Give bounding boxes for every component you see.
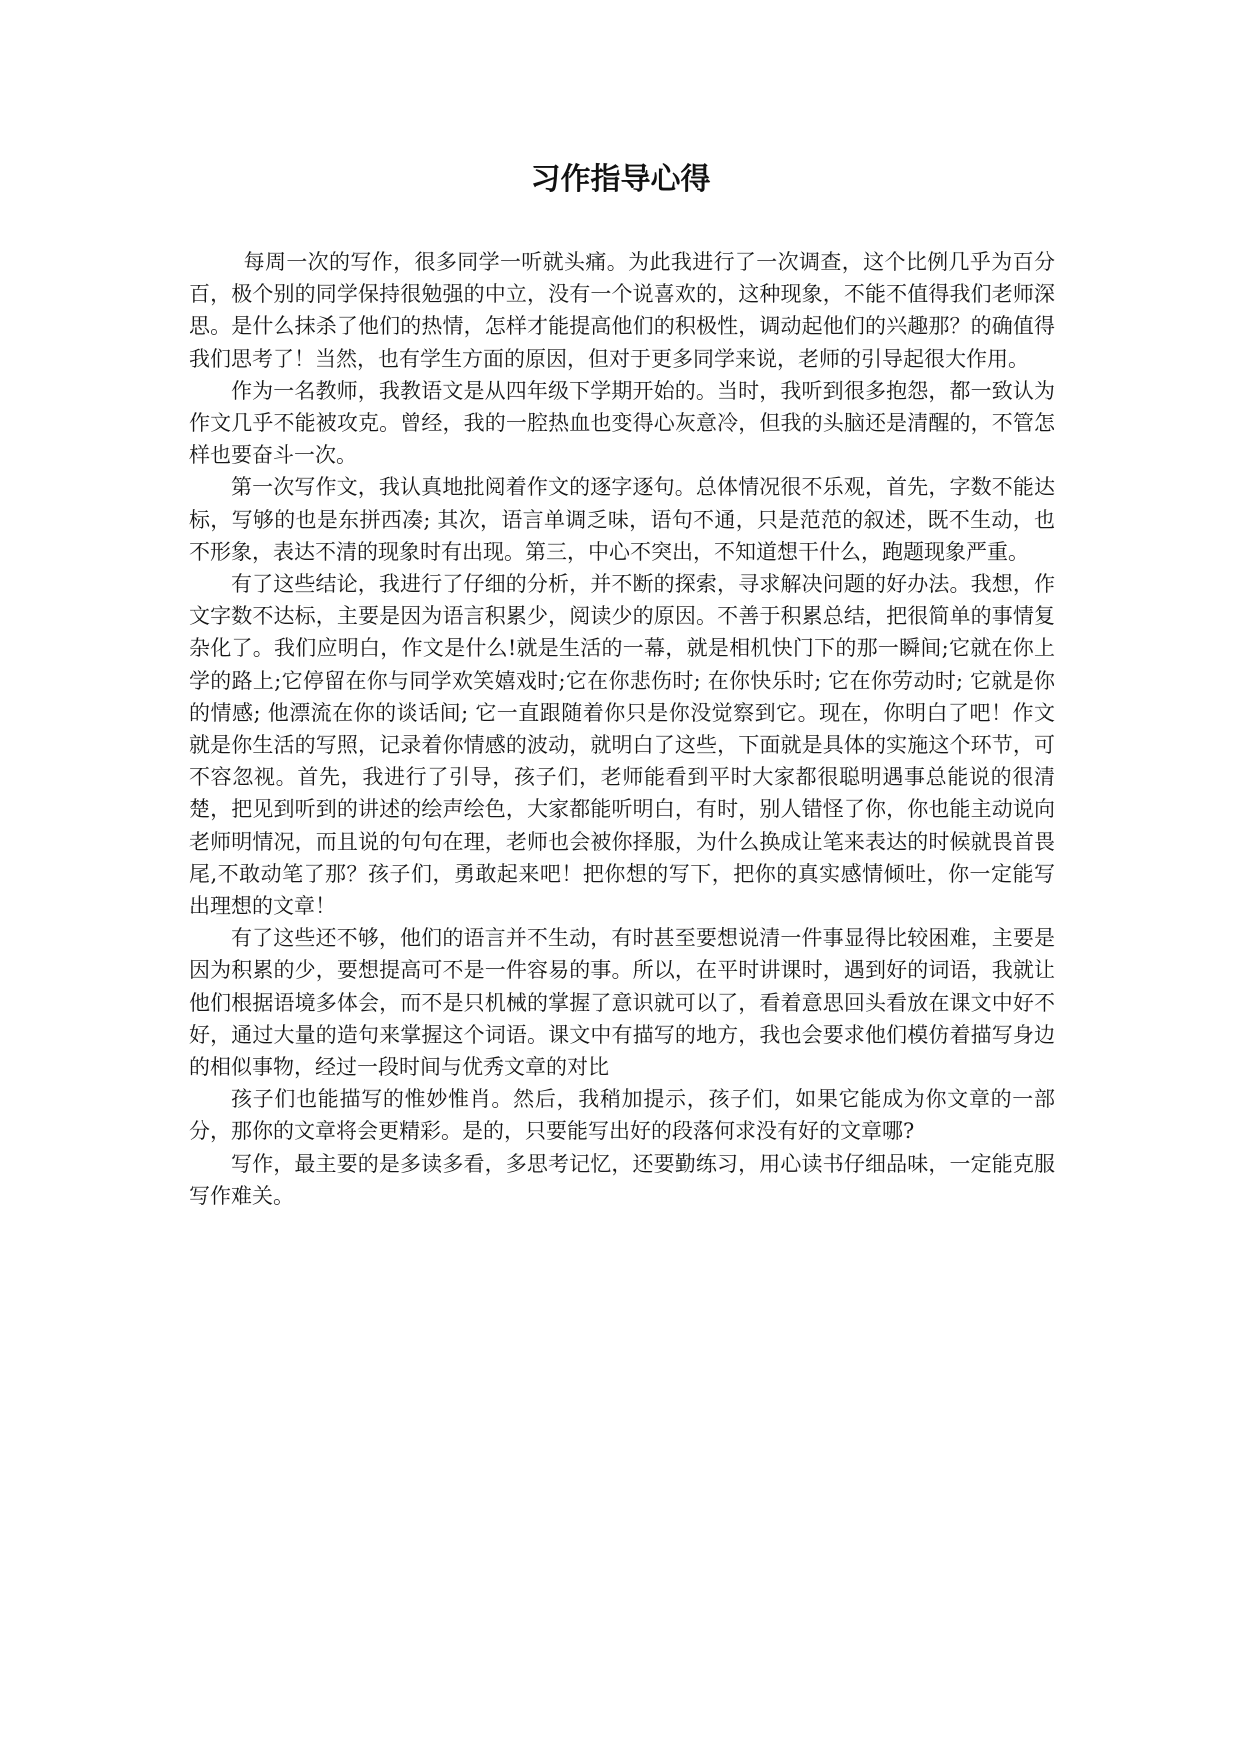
paragraph-1: 每周一次的写作，很多同学一听就头痛。为此我进行了一次调查，这个比例几乎为百分百，极个别的同学保持很勉强的中立，没有一个说喜欢的，这种现象，不能不值得我们老师深思。是什么抹杀了他们的热情，怎样才能提高他们的积极性，调动起他们的兴趣那？的确值得我们思考了！当然，也有学生方面的原因，但对于更多同学来说，老师的引导起很大作用。 (189, 250, 1055, 371)
document-title: 习作指导心得 (530, 162, 711, 197)
document-body (189, 246, 1055, 1212)
paragraph-7: 写作，最主要的是多读多看，多思考记忆，还要勤练习，用心读书仔细品味，一定能克服写作难关。 (189, 1151, 1055, 1208)
paragraph-5: 有了这些还不够，他们的语言并不生动，有时甚至要想说清一件事显得比较困难，主要是因为积累的少，要想提高可不是一件容易的事。所以，在平时讲课时，遇到好的词语，我就让他们根据语境多体会，而不是只机械的掌握了意识就可以了，看着意思回头看放在课文中好不好，通过大量的造句来掌握这个词语。课文中有描写的地方，我也会要求他们模仿着描写身边的相似事物，经过一段时间与优秀文章的对比 (189, 926, 1055, 1080)
paragraph-3: 第一次写作文，我认真地批阅着作文的逐字逐句。总体情况很不乐观，首先，字数不能达标，写够的也是东拼西凑; 其次，语言单调乏味，语句不通，只是范范的叙述，既不生动，也不形象，表达不清的现象时有出现。第三，中心不突出，不知道想干什么，跑题现象严重。 (189, 475, 1055, 564)
paragraph-2: 作为一名教师，我教语文是从四年级下学期开始的。当时，我听到很多抱怨，都一致认为作文几乎不能被攻克。曾经，我的一腔热血也变得心灰意冷，但我的头脑还是清醒的，不管怎样也要奋斗一次。 (189, 378, 1055, 468)
paragraph-6: 孩子们也能描写的惟妙惟肖。然后，我稍加提示，孩子们，如果它能成为你文章的一部分，那你的文章将会更精彩。是的，只要能写出好的段落何求没有好的文章哪? (189, 1087, 1055, 1144)
paragraph-4: 有了这些结论，我进行了仔细的分析，并不断的探索，寻求解决问题的好办法。我想，作文字数不达标，主要是因为语言积累少，阅读少的原因。不善于积累总结，把很简单的事情复杂化了。我们应明白，作文是什么!就是生活的一幕，就是相机快门下的那一瞬间;它就在你上学的路上;它停留在你与同学欢笑嬉戏时;它在你悲伤时; 在你快乐时; 它在你劳动时; 它就是你的情感; 他漂流在你的谈话间; 它一直跟随着你只是你没觉察到它。现在，你明白了吧！作文就是你生活的写照，记录着你情感的波动，就明白了这些，下面就是具体的实施这个环节，可不容忽视。首先，我进行了引导，孩子们，老师能看到平时大家都很聪明遇事总能说的很清楚，把见到听到的讲述的绘声绘色，大家都能听明白，有时，别人错怪了你，你也能主动说向老师明情况，而且说的句句在理，老师也会被你择服，为什么换成让笔来表达的时候就畏首畏尾,不敢动笔了那？孩子们，勇敢起来吧！把你想的写下，把你的真实感情倾吐，你一定能写出理想的文章！ (189, 572, 1055, 919)
